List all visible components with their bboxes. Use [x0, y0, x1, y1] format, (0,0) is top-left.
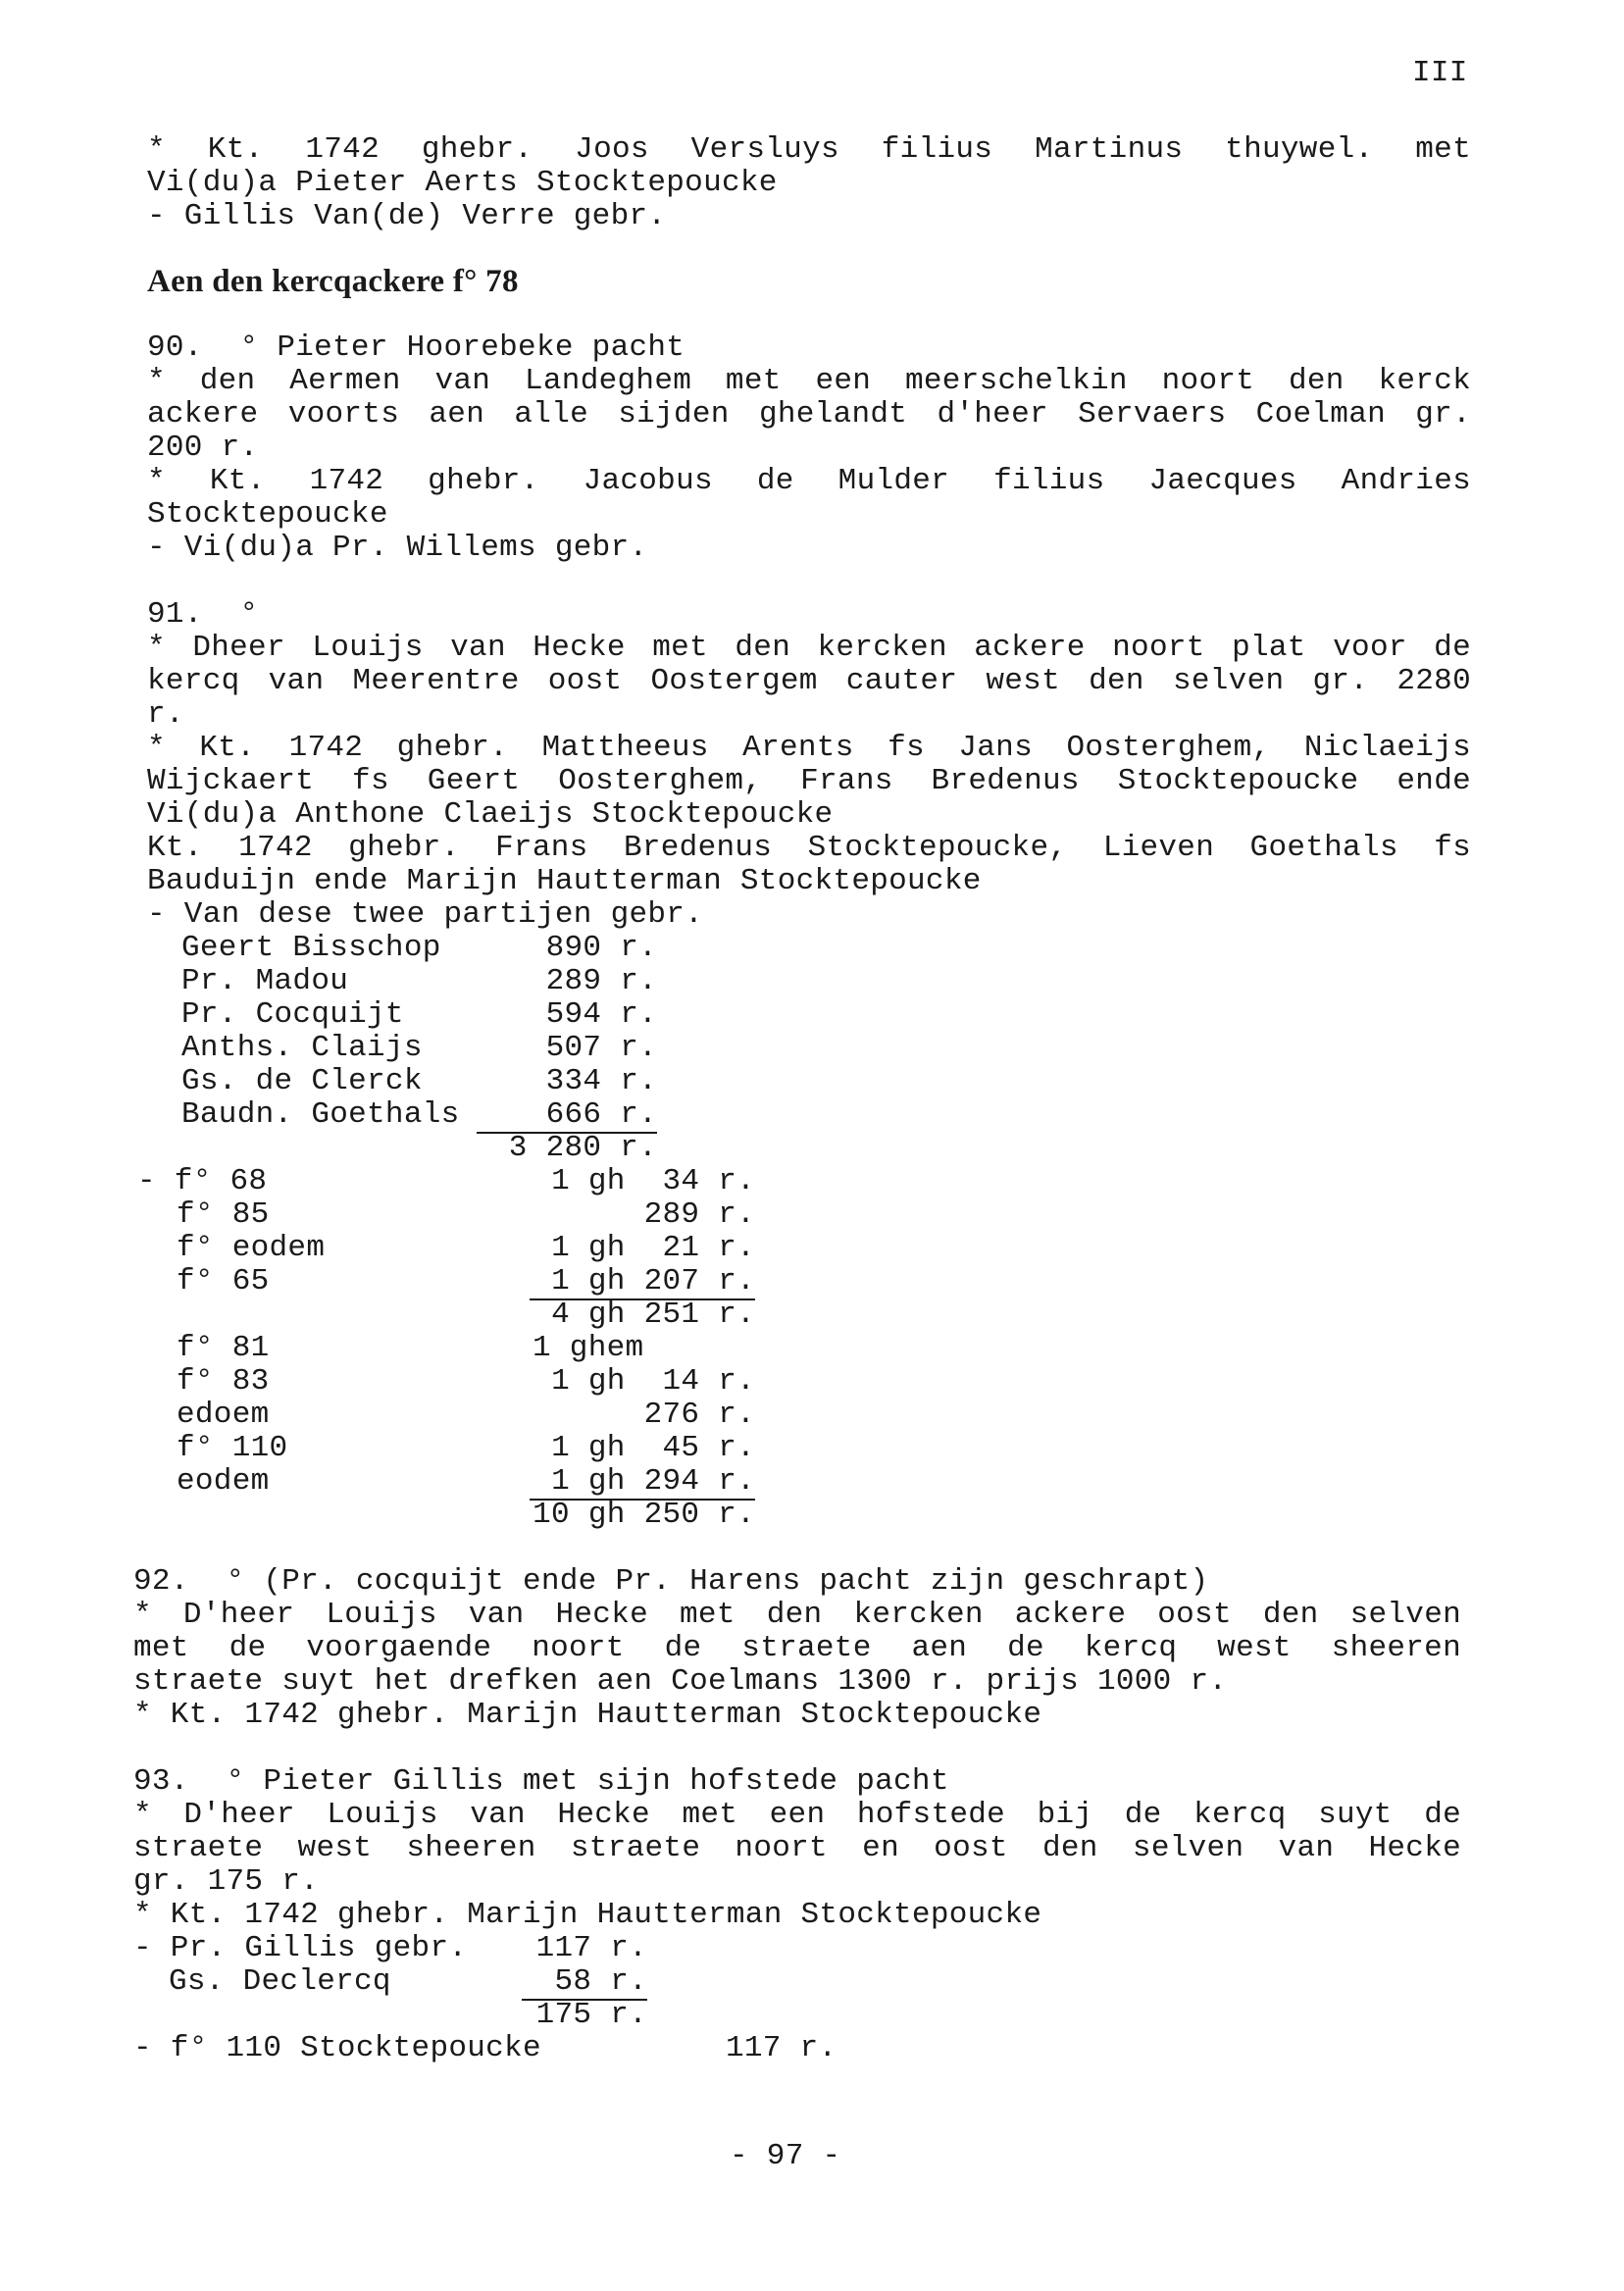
text-line: ackere voorts aen alle sijden ghelandt d'heer Servaers Coelman gr. [147, 397, 1471, 432]
owner-name: Geert Bisschop [181, 931, 441, 965]
text-line: straete suyt het drefken aen Coelmans 1300 r. prijs 1000 r. [133, 1664, 1228, 1699]
folio-amount: 1 gh 207 r. [530, 1265, 755, 1300]
folio-ref: eodem [177, 1464, 270, 1499]
folio-ref: f° 81 [177, 1331, 270, 1365]
folio-ref: f° 65 [177, 1264, 270, 1298]
owner-name: Pr. Madou [181, 964, 349, 998]
text-line: 200 r. [147, 431, 259, 465]
folio-amount: 117 r. [726, 2031, 837, 2065]
folio-amount: 1 gh 45 r. [551, 1431, 755, 1465]
text-line: Stocktepoucke [147, 497, 388, 532]
text-line: kercq van Meerentre oost Oostergem cauter west den selven gr. 2280 [147, 664, 1471, 698]
owners-total: 175 r. [535, 1998, 647, 2032]
section-heading: Aen den kercqackere f° 78 [147, 264, 519, 299]
owner-name: Gs. de Clerck [181, 1064, 423, 1098]
page-number: - 97 - [730, 2139, 841, 2173]
folio-amount: 1 gh 294 r. [530, 1465, 755, 1501]
owner-amount: 890 r. [545, 931, 657, 965]
owner-name: Baudn. Goethals [181, 1097, 460, 1132]
owner-amount: 334 r. [545, 1064, 657, 1098]
text-line: * Kt. 1742 ghebr. Marijn Hautterman Stocktepoucke [133, 1698, 1042, 1732]
entry-90-heading: 90. ° Pieter Hoorebeke pacht [147, 331, 685, 365]
owner-amount: 507 r. [545, 1031, 657, 1065]
folio-amount: 289 r. [643, 1197, 755, 1232]
roman-page-number: III [1412, 56, 1468, 90]
text-line: * Kt. 1742 ghebr. Jacobus de Mulder filius Jaecques Andries [147, 464, 1471, 498]
folio-amount: 276 r. [643, 1398, 755, 1432]
owner-amount: 666 r. [477, 1098, 657, 1134]
owner-amount: 58 r. [522, 1965, 647, 2001]
folio-amount: 1 ghem [533, 1331, 644, 1365]
owner-name: Anths. Claijs [181, 1031, 423, 1065]
text-line: r. [147, 697, 184, 732]
owners-total: 3 280 r. [508, 1131, 657, 1165]
text-line: straete west sheeren straete noort en oost den selven van Hecke [133, 1831, 1461, 1865]
entry-91-heading: 91. ° [147, 597, 259, 632]
owner-name: - Pr. Gillis gebr. [133, 1931, 468, 1965]
entry-93-heading: 93. ° Pieter Gillis met sijn hofstede pacht [133, 1764, 949, 1799]
text-line: - Gillis Van(de) Verre gebr. [147, 199, 667, 233]
folio-subtotal: 4 gh 251 r. [551, 1298, 755, 1332]
text-line: - Vi(du)a Pr. Willems gebr. [147, 531, 648, 565]
folio-ref: f° 110 [177, 1431, 288, 1465]
text-line: * Kt. 1742 ghebr. Mattheeus Arents fs Jans Oosterghem, Niclaeijs [147, 731, 1471, 765]
folio-ref: - f° 68 [137, 1164, 268, 1198]
folio-amount: 1 gh 34 r. [551, 1164, 755, 1198]
folio-amount: 1 gh 21 r. [551, 1231, 755, 1265]
owner-amount: 594 r. [545, 997, 657, 1032]
folio-ref: f° eodem [177, 1231, 326, 1265]
text-line: gr. 175 r. [133, 1864, 320, 1899]
text-line: * Dheer Louijs van Hecke met den kercken ackere noort plat voor de [147, 631, 1471, 665]
folio-ref: f° 83 [177, 1364, 270, 1399]
owner-amount: 289 r. [545, 964, 657, 998]
owner-name: Gs. Declercq [169, 1964, 391, 1999]
text-line: - Van dese twee partijen gebr. [147, 897, 704, 932]
text-line: Bauduijn ende Marijn Hautterman Stocktepoucke [147, 864, 982, 898]
text-line: Wijckaert fs Geert Oosterghem, Frans Bredenus Stocktepoucke ende [147, 764, 1471, 798]
text-line: Vi(du)a Anthone Claeijs Stocktepoucke [147, 797, 834, 832]
folio-total: 10 gh 250 r. [533, 1498, 755, 1532]
text-line: Kt. 1742 ghebr. Frans Bredenus Stocktepoucke, Lieven Goethals fs [147, 831, 1471, 865]
text-line: * D'heer Louijs van Hecke met een hofstede bij de kercq suyt de [133, 1798, 1461, 1832]
folio-amount: 1 gh 14 r. [551, 1364, 755, 1399]
folio-ref: - f° 110 Stocktepoucke [133, 2031, 541, 2065]
text-line: * Kt. 1742 ghebr. Marijn Hautterman Stocktepoucke [133, 1898, 1042, 1932]
text-line: * Kt. 1742 ghebr. Joos Versluys filius Martinus thuywel. met [147, 132, 1471, 167]
owner-amount: 117 r. [535, 1931, 647, 1965]
owner-name: Pr. Cocquijt [181, 997, 404, 1032]
folio-ref: f° 85 [177, 1197, 270, 1232]
folio-ref: edoem [177, 1398, 270, 1432]
entry-92-heading: 92. ° (Pr. cocquijt ende Pr. Harens pacht zijn geschrapt) [133, 1564, 1209, 1599]
text-line: * den Aermen van Landeghem met een meerschelkin noort den kerck [147, 364, 1471, 398]
text-line: met de voorgaende noort de straete aen de kercq west sheeren [133, 1631, 1461, 1665]
text-line: * D'heer Louijs van Hecke met den kercken ackere oost den selven [133, 1598, 1461, 1632]
text-line: Vi(du)a Pieter Aerts Stocktepoucke [147, 166, 778, 200]
